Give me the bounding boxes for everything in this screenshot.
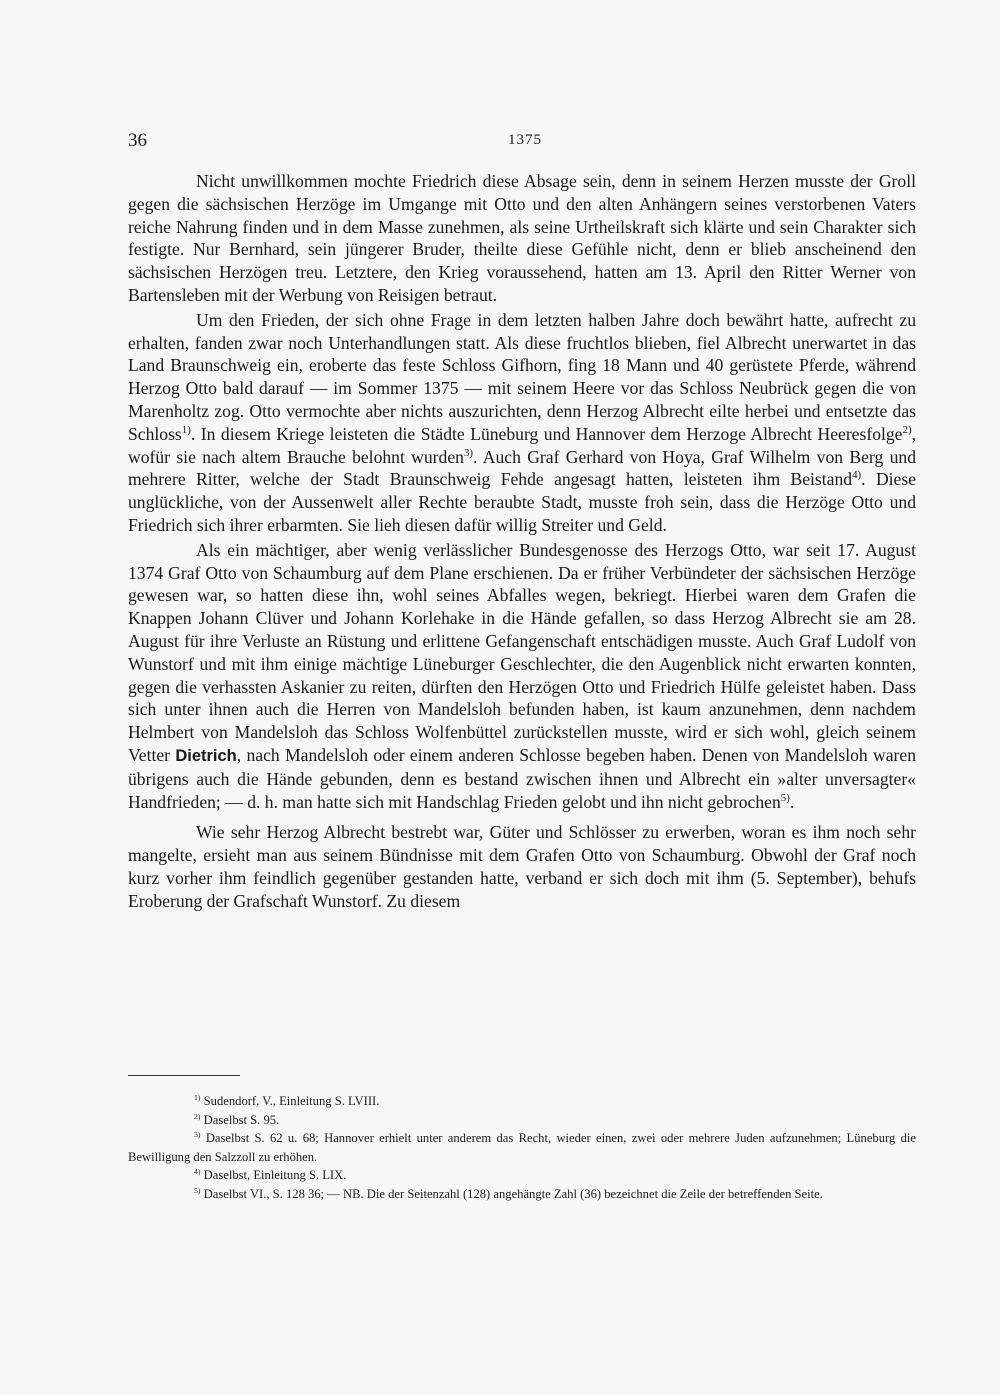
emphasized-name: Dietrich (175, 746, 237, 765)
footnote-ref-2[interactable]: 2) (902, 423, 912, 436)
footnote-divider (128, 1075, 240, 1076)
footnote-mark: 2) (194, 1111, 201, 1121)
paragraph-4: Wie sehr Herzog Albrecht bestrebt war, Güter und Schlösser zu erwerben, woran es ihm noch sehr mangelte, ersieht man aus seinem Bündnisse mit dem Grafen Otto von Schaumburg. Obwohl der Graf noch kurz vorher ihm feindlich gegenüber gestanden hatte, verband er sich doch mit ihm (5. September), behufs Eroberung der Grafschaft Wunstorf. Zu diesem (128, 822, 916, 911)
footnote-ref-5[interactable]: 5) (780, 791, 790, 804)
footnote-mark: 5) (194, 1185, 201, 1195)
footnote-1: $^{1)}$ Sudendorf, V., Einleitung S. LVIII. (194, 1092, 380, 1108)
paragraph-3: Als ein mächtiger, aber wenig verlässlicher Bundesgenosse des Herzogs Otto, war seit 17. August 1374 Graf Otto von Schaumburg auf dem Plane erschienen. Da er früher Verbündeter der sächsischen Herzöge gewesen war, so hatten diese ihn, wohl seines Abfalles wegen, bekriegt. Hierbei waren dem Grafen die Knappen Johann Clüver und Johann Korlehake in die Hände gefallen, so dass Herzog Albrecht sie am 28. August für ihre Verluste an Rüstung und erlittene Gefangenschaft entschädigen musste. Auch Graf Ludolf von Wunstorf und mit ihm einige mächtige Lüneburger Geschlechter, die den Augenblick nicht erwarten konnten, gegen die verhassten Askanier zu reiten, dürften den Herzögen Otto und Friedrich Hülfe geleistet haben. Dass sich unter ihnen auch die Herren von Mandelsloh befunden haben, ist kaum anzunehmen, denn nachdem Helmbert von Mandelsloh das Schloss Wolfenbüttel zurückstellen musste, wird er sich wohl, gleich seinem Vetter Dietrich, nach Mandelsloh oder einem anderen Schlosse begeben haben. Denen von Mandelsloh waren übrigens auch die Hände gebunden, denn es bestand zwischen ihnen und Albrecht ein »alter unversagter« Handfrieden; — d. h. man hatte sich mit Handschlag Frieden gelobt und ihn nicht gebrochen$^{5)}$. (128, 539, 916, 812)
footnote-ref-4[interactable]: 4) (852, 469, 862, 482)
footnote-mark: 4) (194, 1166, 201, 1176)
page-header (128, 128, 916, 158)
footnote-4: $^{4)}$ Daselbst, Einleitung S. LIX. (194, 1166, 347, 1182)
body-text (128, 170, 916, 913)
footnote-2: $^{2)}$ Daselbst S. 95. (194, 1111, 280, 1127)
page-number: 36 (128, 130, 147, 151)
footnote-5: $^{5)}$ Daselbst VI., S. 128 36; — NB. Die der Seitenzahl (128) angehängte Zahl (36) bezeichnet die Zeile der betreffenden Seite. (194, 1185, 823, 1201)
footnote-mark: 3) (194, 1129, 201, 1139)
paragraph-1: Nicht unwillkommen mochte Friedrich diese Absage sein, denn in seinem Herzen musste der Groll gegen die sächsischen Herzöge im Umgange mit Otto und den alten Anhängern seines verstorbenen Vaters reiche Nahrung finden und in dem Masse zunehmen, als seine Urtheilskraft sich klärte und sein Charakter sich festigte. Nur Bernhard, sein jüngerer Bruder, theilte diese Gefühle nicht, denn er blieb anscheinend den sächsischen Herzögen treu. Letztere, den Krieg voraussehend, hatten am 13. April den Ritter Werner von Bartensleben mit der Werbung von Reisigen betraut. (128, 171, 916, 305)
paragraph-2: Um den Frieden, der sich ohne Frage in dem letzten halben Jahre doch bewährt hatte, aufrecht zu erhalten, fanden zwar noch Unterhandlungen statt. Als diese fruchtlos blieben, fiel Albrecht unerwartet in das Land Braunschweig ein, eroberte das feste Schloss Gifhorn, fing 18 Mann und 40 gerüstete Pferde, während Herzog Otto bald darauf — im Sommer 1375 — mit seinem Heere vor das Schloss Neubrück gegen die von Marenholtz zog. Otto vermochte aber nichts auszurichten, denn Herzog Albrecht eilte herbei und entsetzte das Schloss$^{1)}$. In diesem Kriege leisteten die Städte Lüneburg und Hannover dem Herzoge Albrecht Heeresfolge$^{2)}$, wofür sie nach altem Brauche belohnt wurden$^{3)}$. Auch Graf Gerhard von Hoya, Graf Wilhelm von Berg und mehrere Ritter, welche der Stadt Braunschweig Fehde angesagt hatten, leisteten ihm Beistand$^{4)}$. Diese unglückliche, von der Aussenwelt aller Rechte beraubte Stadt, musste froh sein, dass die Herzöge Otto und Friedrich sich ihrer erbarmten. Sie lieh diesen dafür willig Streiter und Geld. (128, 309, 916, 535)
footnote-ref-1[interactable]: 1) (181, 423, 191, 436)
footnote-3: $^{3)}$ Daselbst S. 62 u. 68; Hannover erhielt unter anderem das Recht, wieder einen, zwei oder mehrere Juden aufzunehmen; Lüneburg die Bewilligung den Salzzoll zu erhöhen. (128, 1129, 916, 1164)
footnote-mark: 1) (194, 1092, 201, 1102)
running-head-year: 1375 (508, 132, 542, 148)
footnotes (128, 1092, 916, 1203)
footnote-ref-3[interactable]: 3) (463, 446, 474, 459)
